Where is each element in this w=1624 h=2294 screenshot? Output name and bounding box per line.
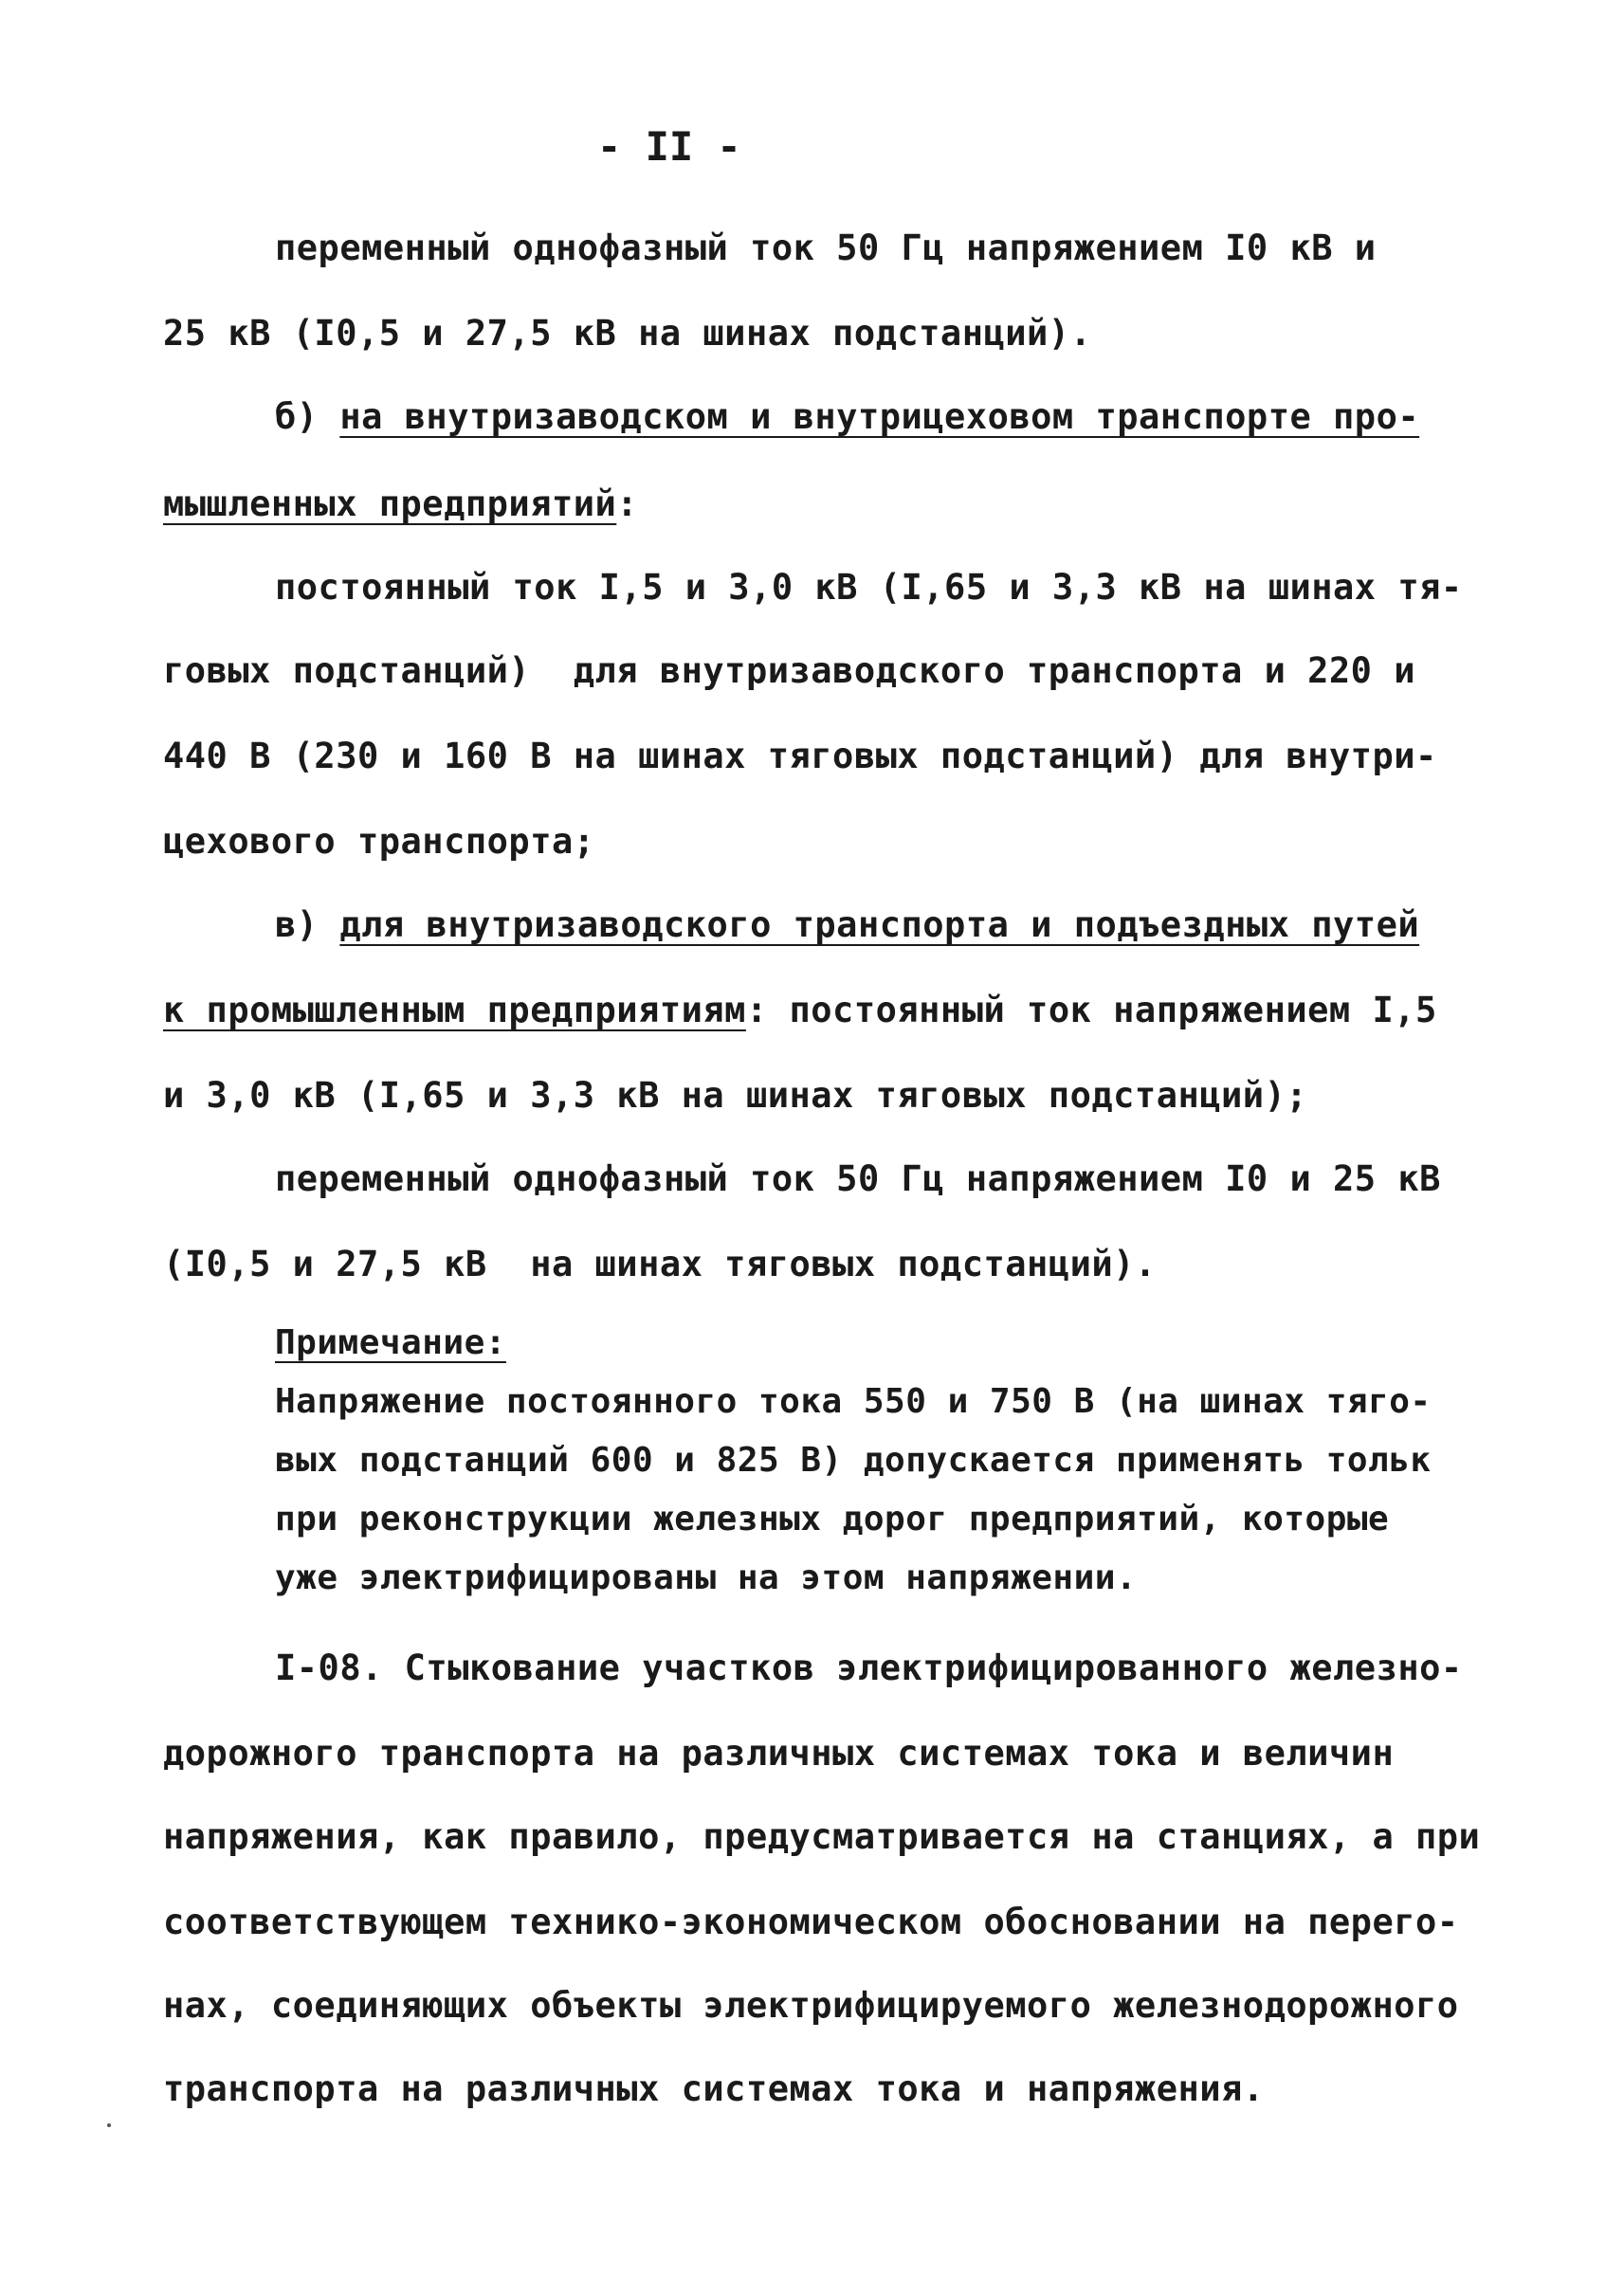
text-line-13: (I0,5 и 27,5 кВ на шинах тяговых подстанций).: [163, 1244, 1157, 1284]
text-line-1: переменный однофазный ток 50 Гц напряжением I0 кВ и: [275, 228, 1377, 268]
colon-b: :: [616, 483, 639, 524]
paragraph-b-cont: [163, 483, 638, 524]
section-1-08-line-2: дорожного транспорта на различных системах тока и величин: [163, 1733, 1395, 1774]
note-line-3: при реконструкции железных дорог предприятий, которые: [275, 1500, 1390, 1538]
paragraph-v: [275, 904, 1419, 945]
note-line-1: Напряжение постоянного тока 550 и 750 В (на шинах тяго-: [275, 1382, 1432, 1421]
page-number: - II -: [597, 123, 741, 170]
underlined-heading-b-1: на внутризаводском и внутрицеховом транспорте про-: [339, 396, 1420, 437]
note-heading: Примечание:: [275, 1323, 506, 1362]
item-label-b: б): [275, 396, 340, 437]
text-line-12: переменный однофазный ток 50 Гц напряжением I0 и 25 кВ: [275, 1158, 1441, 1199]
scan-speck: [107, 2123, 111, 2127]
note-line-4: уже электрифицированы на этом напряжении.: [275, 1558, 1138, 1597]
underlined-heading-b-2: мышленных предприятий: [163, 483, 617, 524]
underlined-heading-v-1: для внутризаводского транспорта и подъездных путей: [339, 904, 1420, 945]
note-line-2: вых подстанций 600 и 825 В) допускается применять тольк: [275, 1441, 1432, 1480]
text-line-2: 25 кВ (I0,5 и 27,5 кВ на шинах подстанций).: [163, 313, 1092, 354]
paragraph-b: [275, 396, 1419, 437]
section-1-08-line-4: соответствующем технико-экономическом обосновании на перего-: [163, 1902, 1459, 1942]
section-1-08-line-3: напряжения, как правило, предусматривается на станциях, а при: [163, 1816, 1481, 1857]
paragraph-v-cont: [163, 990, 1437, 1030]
text-line-11: и 3,0 кВ (I,65 и 3,3 кВ на шинах тяговых подстанций);: [163, 1075, 1308, 1116]
item-label-v: в): [275, 904, 340, 945]
text-line-5: постоянный ток I,5 и 3,0 кВ (I,65 и 3,3 кВ на шинах тя-: [275, 567, 1463, 608]
text-line-8: цехового транспорта;: [163, 821, 595, 862]
underlined-heading-v-2: к промышленным предприятиям: [163, 990, 746, 1030]
text-after-heading-v: : постоянный ток напряжением I,5: [745, 990, 1437, 1030]
section-1-08-line-5: нах, соединяющих объекты электрифицируемого железнодорожного: [163, 1985, 1459, 2026]
text-line-7: 440 В (230 и 160 В на шинах тяговых подстанций) для внутри-: [163, 736, 1437, 776]
section-1-08-line-1: I-08. Стыкование участков электрифицированного железно-: [275, 1648, 1463, 1688]
section-1-08-line-6: транспорта на различных системах тока и напряжения.: [163, 2068, 1265, 2109]
text-line-6: говых подстанций) для внутризаводского транспорта и 220 и: [163, 650, 1416, 691]
